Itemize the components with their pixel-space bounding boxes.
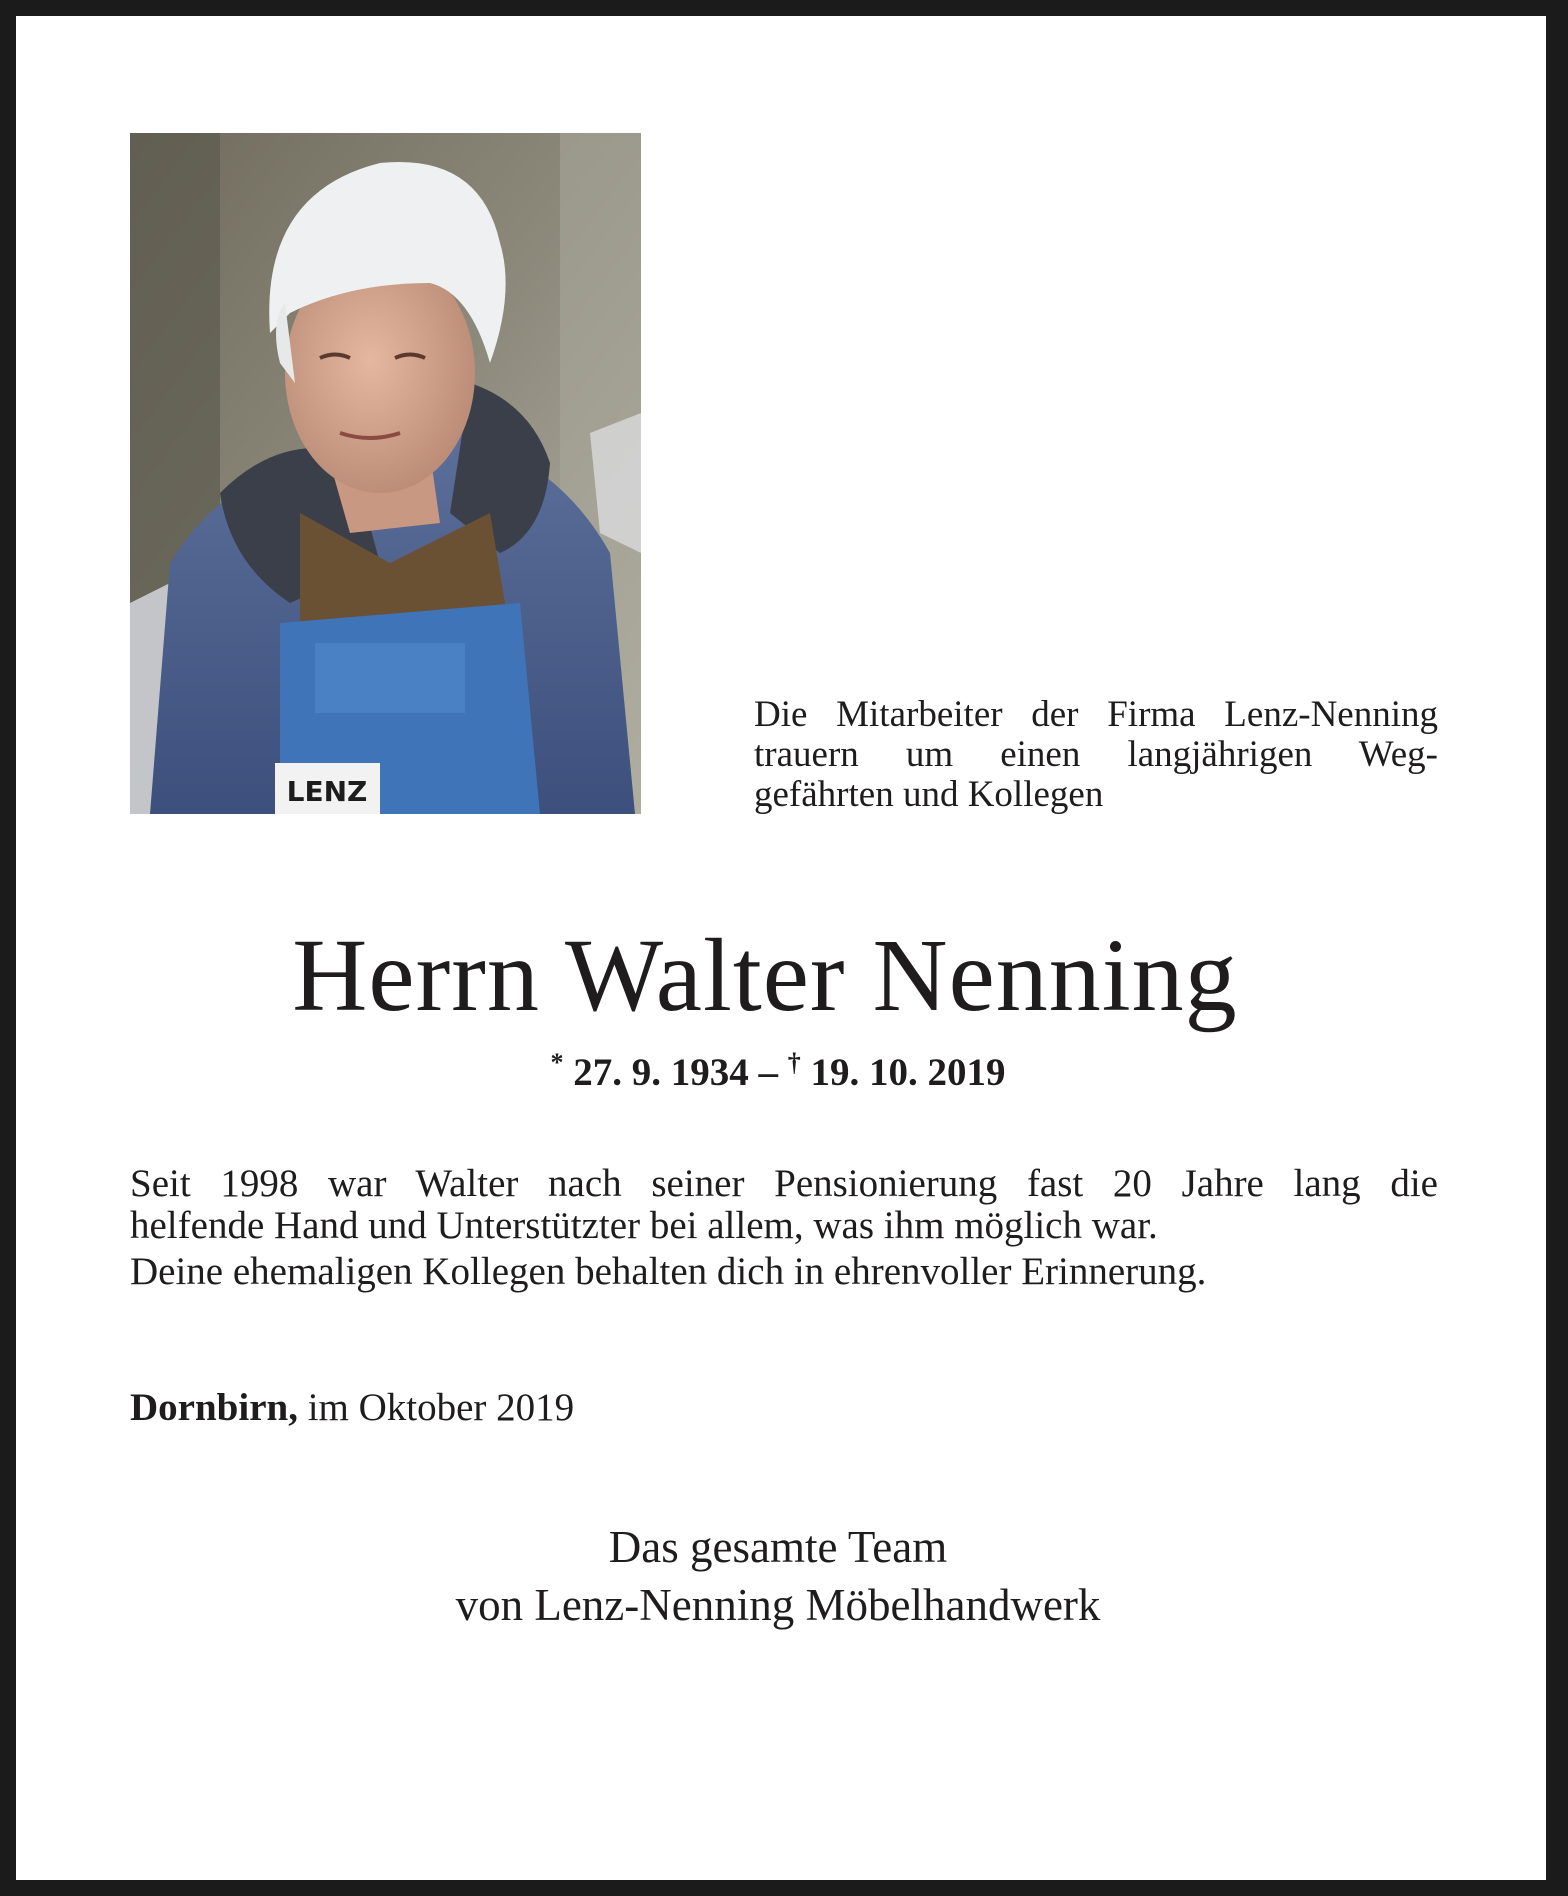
body-line: helfende Hand und Unterstützter bei allem, was ihm möglich war.	[130, 1204, 1158, 1247]
place-and-date	[130, 1383, 574, 1433]
body-text	[130, 1163, 1438, 1293]
place-date: im Oktober 2019	[297, 1386, 575, 1429]
intro-line: Die Mitarbeiter der Firma Lenz-Nenning	[754, 694, 1438, 735]
body-line: Deine ehemaligen Kollegen behalten dich in ehrenvoller Erinnerung.	[130, 1250, 1207, 1293]
intro-line: gefährten und Kollegen	[754, 774, 1104, 815]
portrait-photo	[130, 133, 641, 814]
deceased-name: Herrn Walter Nenning	[292, 918, 1238, 1033]
signature	[0, 1518, 1556, 1634]
body-line: Seit 1998 war Walter nach seiner Pensionierung fast 20 Jahre lang die	[130, 1162, 1438, 1205]
signature-line: von Lenz-Nenning Möbelhandwerk	[455, 1580, 1101, 1630]
birth-date: 27. 9. 1934	[573, 1051, 749, 1094]
death-symbol: †	[787, 1048, 801, 1077]
date-separator: –	[758, 1051, 778, 1094]
place-city: Dornbirn,	[130, 1386, 298, 1429]
badge-text: LENZ	[286, 775, 368, 808]
intro-line: trauern um einen langjährigen Weg-	[754, 734, 1438, 775]
death-date: 19. 10. 2019	[810, 1051, 1006, 1094]
signature-line: Das gesamte Team	[608, 1522, 948, 1572]
birth-symbol: *	[550, 1048, 564, 1077]
life-dates	[0, 1038, 1556, 1098]
intro-text	[754, 695, 1438, 815]
